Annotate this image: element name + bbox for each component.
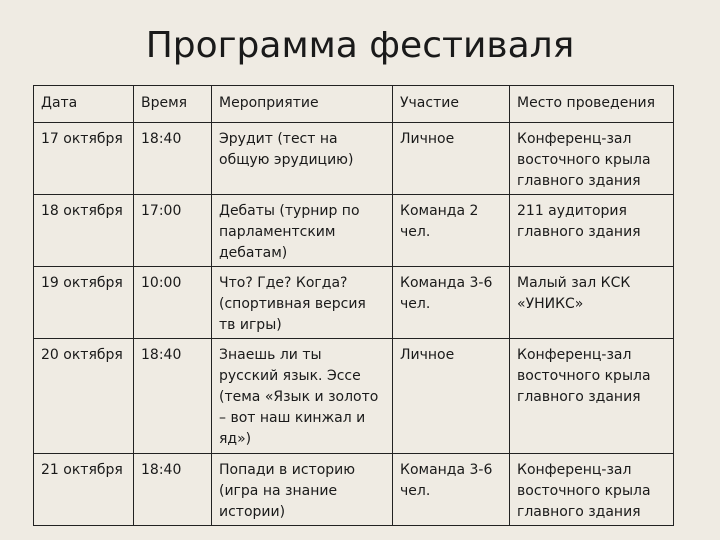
festival-program-table: [33, 85, 674, 526]
header-place: Место проведения: [510, 86, 674, 123]
header-date: Дата: [34, 86, 134, 123]
header-event: Мероприятие: [212, 86, 393, 123]
table-row: [34, 123, 674, 195]
cell-event: Попади в историю (игра на знание истории): [212, 454, 393, 526]
cell-event: Знаешь ли ты русский язык. Эссе (тема «Язык и золото – вот наш кинжал и яд»): [212, 339, 393, 454]
cell-time: 17:00: [134, 195, 212, 267]
cell-event: Что? Где? Когда? (спортивная версия тв игры): [212, 267, 393, 339]
cell-date: 17 октября: [34, 123, 134, 195]
cell-time: 10:00: [134, 267, 212, 339]
cell-place: Конференц-зал восточного крыла главного здания: [510, 123, 674, 195]
cell-participation: Личное: [393, 123, 510, 195]
header-participation: Участие: [393, 86, 510, 123]
cell-event: Дебаты (турнир по парламентским дебатам): [212, 195, 393, 267]
cell-event: Эрудит (тест на общую эрудицию): [212, 123, 393, 195]
cell-time: 18:40: [134, 339, 212, 454]
cell-place: Конференц-зал восточного крыла главного здания: [510, 454, 674, 526]
table-row: [34, 339, 674, 454]
cell-date: 21 октября: [34, 454, 134, 526]
cell-participation: Команда 3-6 чел.: [393, 454, 510, 526]
table-header-row: [34, 86, 674, 123]
cell-time: 18:40: [134, 454, 212, 526]
cell-date: 20 октября: [34, 339, 134, 454]
cell-place: Малый зал КСК «УНИКС»: [510, 267, 674, 339]
table-row: [34, 454, 674, 526]
page-title: Программа фестиваля: [145, 25, 575, 66]
cell-date: 18 октября: [34, 195, 134, 267]
table-row: [34, 195, 674, 267]
cell-participation: Команда 3-6 чел.: [393, 267, 510, 339]
cell-place: Конференц-зал восточного крыла главного здания: [510, 339, 674, 454]
table-row: [34, 267, 674, 339]
cell-participation: Личное: [393, 339, 510, 454]
cell-place: 211 аудитория главного здания: [510, 195, 674, 267]
cell-date: 19 октября: [34, 267, 134, 339]
cell-participation: Команда 2 чел.: [393, 195, 510, 267]
header-time: Время: [134, 86, 212, 123]
cell-time: 18:40: [134, 123, 212, 195]
